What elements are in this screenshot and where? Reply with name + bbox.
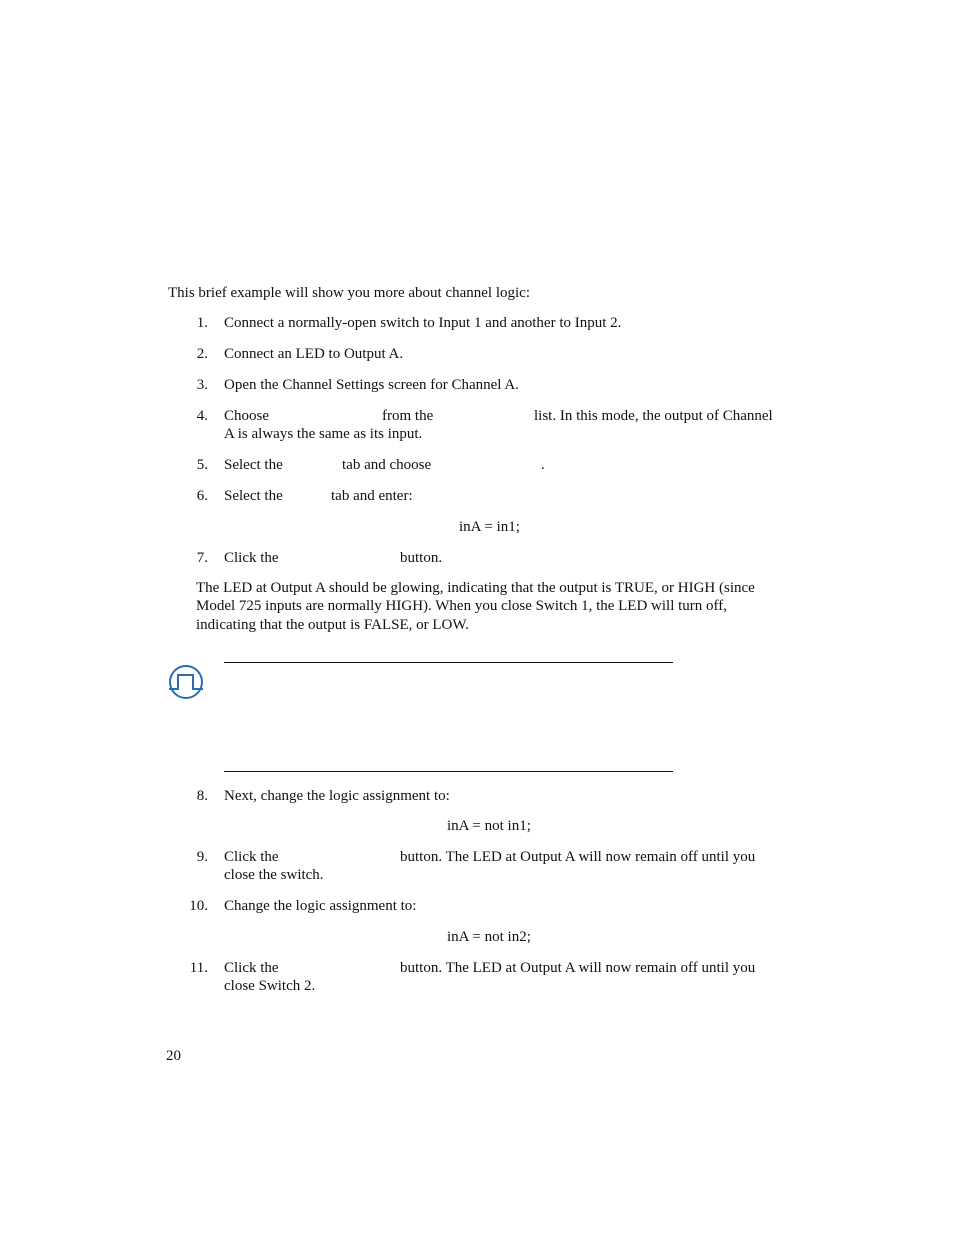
step-text: Open the Channel Settings screen for Channel A. [224, 377, 519, 393]
step-text-part: Click the [224, 849, 279, 865]
step-number: 8. [196, 788, 208, 804]
note-top-rule [224, 662, 673, 663]
step-text-part: Select the [224, 457, 283, 473]
step-number: 9. [196, 849, 208, 865]
step-text-part: button. The LED at Output A will now remain off until you [400, 960, 756, 976]
step-text-part: button. The LED at Output A will now remain off until you [400, 849, 756, 865]
step-number: 3. [196, 377, 208, 393]
result-paragraph-line: indicating that the output is FALSE, or LOW. [196, 617, 469, 633]
step-text-part: Choose [224, 408, 269, 424]
note-bottom-rule [224, 771, 673, 772]
step-number: 10. [189, 898, 208, 914]
step-text-part: button. [400, 550, 443, 566]
step-text-continued: close the switch. [224, 867, 324, 883]
step-number: 4. [196, 408, 208, 424]
step-number: 6. [196, 488, 208, 504]
step-number: 11. [189, 960, 208, 976]
step-text-part: tab and choose [342, 457, 432, 473]
step-text: Connect an LED to Output A. [224, 346, 404, 362]
step-text-part: list. In this mode, the output of Channel [534, 408, 773, 424]
step-text-part: Select the [224, 488, 283, 504]
pulse-waveform-icon [167, 663, 205, 701]
step-text-part: from the [382, 408, 434, 424]
result-paragraph-line: Model 725 inputs are normally HIGH). When you close Switch 1, the LED will turn off, [196, 598, 728, 614]
step-number: 7. [196, 550, 208, 566]
step-text: Change the logic assignment to: [224, 898, 417, 914]
step-text-part: Click the [224, 960, 279, 976]
step-text-part: . [541, 457, 545, 473]
step-text: Next, change the logic assignment to: [224, 788, 450, 804]
step-number: 5. [196, 457, 208, 473]
code-line: inA = in1; [459, 519, 520, 535]
step-number: 1. [196, 315, 208, 331]
step-text-part: Click the [224, 550, 279, 566]
step-text-continued: close Switch 2. [224, 978, 316, 994]
code-line: inA = not in1; [447, 818, 531, 834]
code-line: inA = not in2; [447, 929, 531, 945]
result-paragraph-line: The LED at Output A should be glowing, indicating that the output is TRUE, or HIGH (since [196, 580, 755, 596]
step-number: 2. [196, 346, 208, 362]
intro-text: This brief example will show you more about channel logic: [168, 285, 530, 301]
step-text-continued: A is always the same as its input. [224, 426, 423, 442]
page-number: 20 [166, 1048, 181, 1064]
step-text: Connect a normally-open switch to Input 1 and another to Input 2. [224, 315, 622, 331]
step-text-part: tab and enter: [331, 488, 413, 504]
